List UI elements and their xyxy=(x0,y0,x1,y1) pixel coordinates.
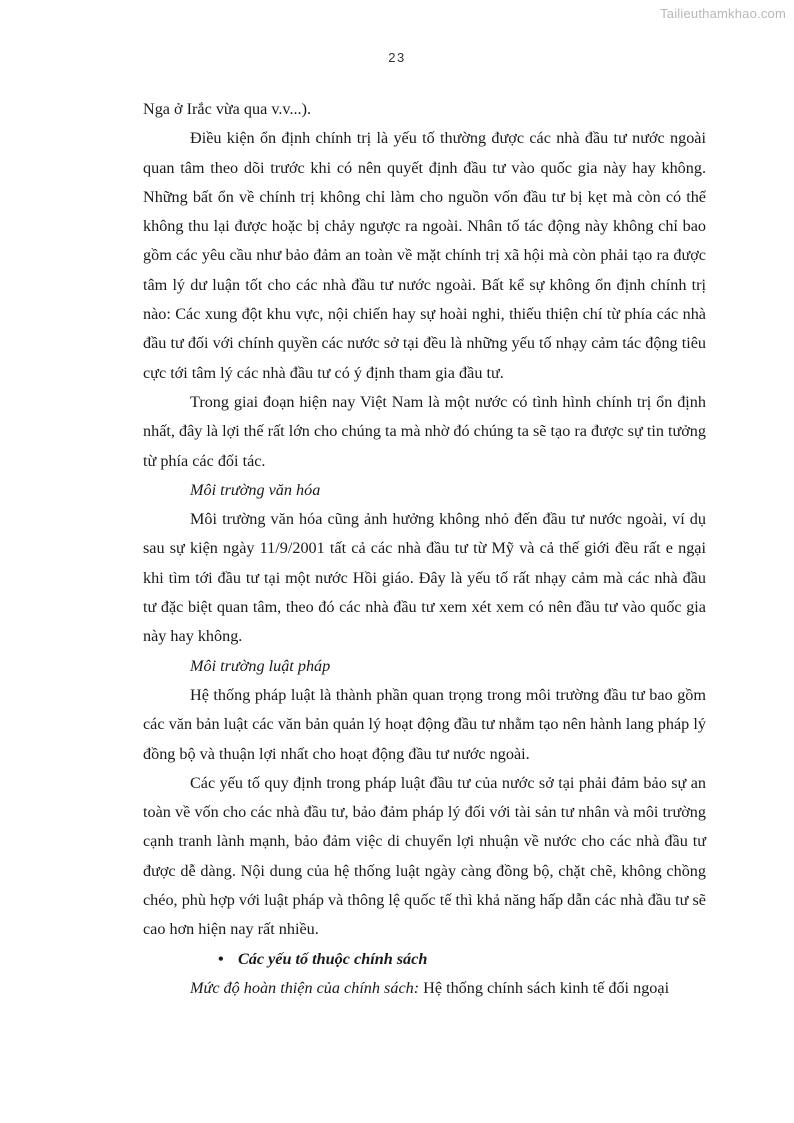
paragraph: Các yếu tố quy định trong pháp luật đầu tư của nước sở tại phải đảm bảo sự an toàn về vốn cho các nhà đầu tư, bảo đảm pháp lý đối với tài sản tư nhân và môi trường cạnh tranh lành mạnh, bảo đảm việc di chuyển lợi nhuận về nước cho các nhà đầu tư được dễ dàng. Nội dung của hệ thống luật ngày càng đồng bộ, chặt chẽ, không chồng chéo, phù hợp với luật pháp và thông lệ quốc tế thì khả năng hấp dẫn các nhà đầu tư sẽ cao hơn hiện nay rất nhiều. xyxy=(143,773,706,939)
paragraph: Môi trường văn hóa cũng ảnh hưởng không nhỏ đến đầu tư nước ngoài, ví dụ sau sự kiện ngày 11/9/2001 tất cả các nhà đầu tư từ Mỹ và cả thế giới đều rất e ngại khi tìm tới đầu tư tại một nước Hồi giáo. Đây là yếu tố rất nhạy cảm mà các nhà đầu tư đặc biệt quan tâm, theo đó các nhà đầu tư xem xét xem có nên đầu tư vào quốc gia này hay không. xyxy=(143,510,706,646)
paragraph-text: Hệ thống chính sách kinh tế đối ngoại xyxy=(419,978,670,997)
paragraph: Nga ở Irắc vừa qua v.v...). xyxy=(143,100,312,118)
bullet-heading xyxy=(143,945,706,974)
section-heading: Môi trường luật pháp xyxy=(190,656,331,675)
paragraph: Trong giai đoạn hiện nay Việt Nam là một nước có tình hình chính trị ổn định nhất, đây là lợi thế rất lớn cho chúng ta mà nhờ đó chúng ta sẽ tạo ra được sự tin tưởng từ phía các đối tác. xyxy=(143,392,706,470)
paragraph: Hệ thống pháp luật là thành phần quan trọng trong môi trường đầu tư bao gồm các văn bản luật các văn bản quản lý hoạt động đầu tư nhằm tạo nên hành lang pháp lý đồng bộ và thuận lợi nhất cho hoạt động đầu tư nước ngoài. xyxy=(143,685,706,763)
watermark: Tailieuthamkhao.com xyxy=(660,6,786,21)
paragraph xyxy=(143,974,706,1003)
page-number: 23 xyxy=(388,50,406,65)
paragraph-lead: Mức độ hoàn thiện của chính sách: xyxy=(190,978,420,997)
paragraph: Điều kiện ổn định chính trị là yếu tố thường được các nhà đầu tư nước ngoài quan tâm theo dõi trước khi có nên quyết định đầu tư vào quốc gia này hay không. Những bất ổn về chính trị không chỉ làm cho nguồn vốn đầu tư bị kẹt mà còn có thể không thu lại được hoặc bị chảy ngược ra ngoài. Nhân tố tác động này không chỉ bao gồm các yêu cầu như bảo đảm an toàn về mặt chính trị xã hội mà còn phải tạo ra được tâm lý dư luận tốt cho các nhà đầu tư nước ngoài. Bất kể sự không ổn định chính trị nào: Các xung đột khu vực, nội chiến hay sự hoài nghi, thiếu thiện chí từ phía các nhà đầu tư đối với chính quyền các nước sở tại đều là những yếu tố nhạy cảm tác động tiêu cực tới tâm lý các nhà đầu tư có ý định tham gia đầu tư. xyxy=(143,129,706,382)
document-body xyxy=(143,95,706,1003)
bullet-icon: • xyxy=(218,949,224,968)
section-heading: Môi trường văn hóa xyxy=(190,480,321,499)
bullet-heading-text: Các yếu tố thuộc chính sách xyxy=(238,949,428,968)
